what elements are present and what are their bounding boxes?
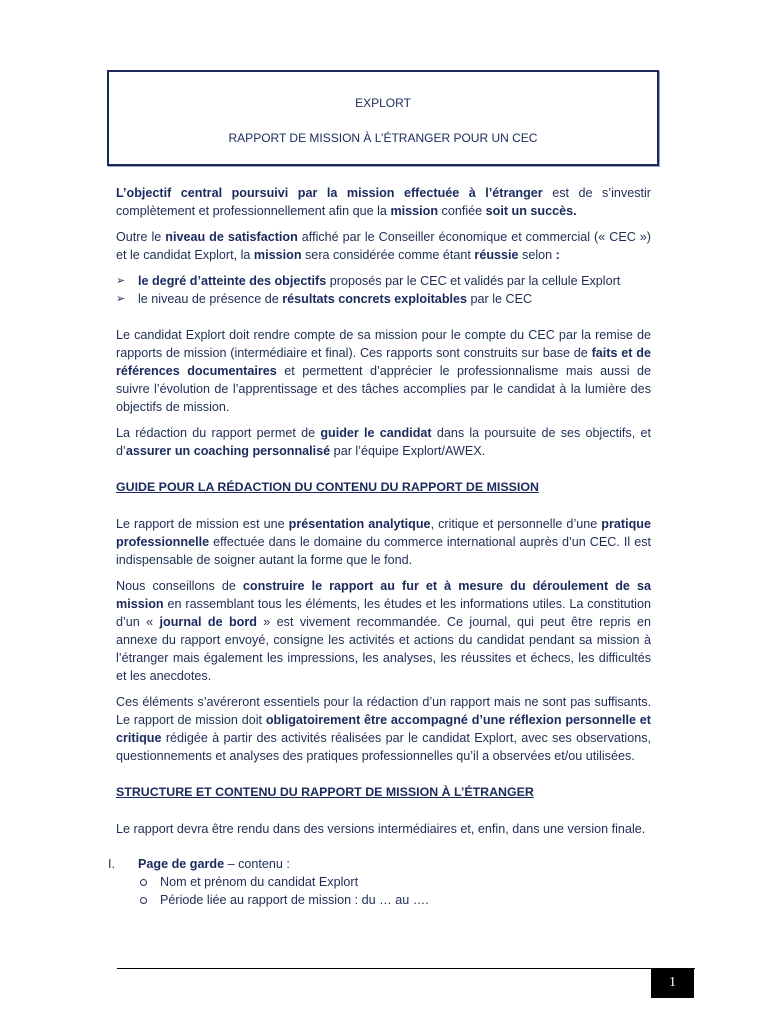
text: Le candidat Explort doit rendre compte de sa mission pour le compte du CEC par la remise de rapports de mission (intermédiaire et final). Ces rapports sont construits sur base de bbox=[116, 328, 651, 360]
text: sera considérée comme étant bbox=[301, 248, 475, 262]
bold-text: construire le rapport au fur et à mesure du déroulement de sa mission bbox=[116, 579, 651, 611]
bold-text: soit un succès. bbox=[485, 204, 577, 218]
guide-paragraph-3 bbox=[116, 693, 651, 765]
text: affiché par le Conseiller économique et commercial (« CEC ») et le candidat Explort, la bbox=[116, 230, 651, 262]
text: Nous conseillons de bbox=[116, 579, 243, 593]
sub-list-item bbox=[138, 891, 651, 909]
text: proposés par le CEC et validés par la cellule Explort bbox=[326, 274, 621, 288]
text: le niveau de présence de bbox=[138, 292, 283, 306]
text: rédigée à partir des activités réalisées par le candidat Explort, avec ses observations, questionnements et analyses des pratiques professionnelles qu’il a observées et/ou utilisées. bbox=[116, 731, 651, 763]
bold-text: réussie bbox=[474, 248, 519, 262]
sub-list-item bbox=[138, 873, 651, 891]
title-box bbox=[107, 70, 659, 166]
section-heading-structure: STRUCTURE ET CONTENU DU RAPPORT DE MISSION À L’ÉTRANGER bbox=[116, 785, 534, 799]
roman-numeral: I. bbox=[108, 857, 115, 871]
text: Outre le bbox=[116, 230, 166, 244]
text: , critique et personnelle d’une bbox=[430, 517, 602, 531]
text: confiée bbox=[438, 204, 486, 218]
program-title: EXPLORT bbox=[355, 96, 411, 110]
bold-text: L’objectif central poursuivi par la mission effectuée à l’étranger bbox=[116, 186, 543, 200]
intro-paragraph-4 bbox=[116, 424, 651, 460]
text: » est vivement recommandée. Ce journal, qui peut être repris en annexe du rapport envoyé, consigne les activités et actions du candidat pendant sa mission à l’étranger mais également les impressions, les analyses, les réussites et échecs, les difficultés et les anecdotes. bbox=[116, 615, 652, 683]
text: et permettent d’apprécier le professionnalisme mais aussi de suivre l’évolution de l’apprentissage et des tâches accomplies par le candidat à la lumière des objectifs de mission. bbox=[116, 364, 651, 414]
circle-bullet-icon bbox=[140, 879, 147, 886]
bold-text: mission bbox=[390, 204, 439, 218]
bold-text: journal de bord bbox=[159, 615, 257, 629]
sub-list bbox=[116, 873, 651, 909]
criteria-list bbox=[116, 272, 651, 308]
structure-paragraph-1: Le rapport devra être rendu dans des versions intermédiaires et, enfin, dans une version finale. bbox=[116, 822, 646, 836]
footer-rule bbox=[117, 968, 695, 969]
guide-paragraph-2 bbox=[116, 577, 651, 685]
guide-paragraph-1 bbox=[116, 515, 651, 569]
bold-text: obligatoirement être accompagné d’une réflexion personnelle et critique bbox=[116, 713, 651, 745]
intro-paragraph-3 bbox=[116, 326, 651, 416]
bold-text: faits bbox=[591, 346, 618, 360]
document-title: RAPPORT DE MISSION À L’ÉTRANGER POUR UN CEC bbox=[228, 131, 538, 145]
section-heading-guide: GUIDE POUR LA RÉDACTION DU CONTENU DU RAPPORT DE MISSION bbox=[116, 480, 539, 494]
text: La rédaction du rapport permet de bbox=[116, 426, 321, 440]
text: – contenu : bbox=[224, 857, 290, 871]
intro-paragraph-1 bbox=[116, 184, 651, 220]
arrow-bullet-icon: ➢ bbox=[116, 293, 126, 305]
text: Le rapport de mission est une bbox=[116, 517, 289, 531]
text: effectuée dans le domaine du commerce international auprès d’un CEC. Il est indispensable de soigner autant la forme que le fond. bbox=[116, 535, 651, 567]
bold-text: Page de garde bbox=[138, 857, 225, 871]
text: par l’équipe Explort/AWEX. bbox=[330, 444, 486, 458]
text: Ces éléments s’avéreront essentiels pour la rédaction d’un rapport mais ne sont pas suffisants. Le rapport de mission doit bbox=[116, 695, 651, 727]
bold-text: : bbox=[555, 248, 560, 262]
bold-text: guider le candidat bbox=[320, 426, 432, 440]
text: est de s’investir complètement et professionnellement afin que la bbox=[116, 186, 651, 218]
list-item bbox=[116, 272, 651, 290]
text: dans la poursuite de ses objectifs, et d’ bbox=[116, 426, 651, 458]
intro-paragraph-2 bbox=[116, 228, 651, 264]
text: Période liée au rapport de mission : du … au …. bbox=[160, 893, 429, 907]
bold-text: mission bbox=[253, 248, 302, 262]
text: selon bbox=[518, 248, 556, 262]
page-number: 1 bbox=[651, 968, 694, 998]
bold-text: le degré d’atteinte des objectifs bbox=[138, 274, 327, 288]
list-item bbox=[116, 290, 651, 308]
bold-text: niveau de satisfaction bbox=[165, 230, 298, 244]
bold-text: présentation analytique bbox=[288, 517, 431, 531]
arrow-bullet-icon: ➢ bbox=[116, 275, 126, 287]
document-body bbox=[108, 184, 652, 909]
bold-text: pratique professionnelle bbox=[116, 517, 651, 549]
item-heading bbox=[116, 855, 651, 873]
bold-text: assurer un coaching personnalisé bbox=[125, 444, 331, 458]
bold-text: et de références documentaires bbox=[116, 346, 651, 378]
text: par le CEC bbox=[467, 292, 533, 306]
text: en rassemblant tous les éléments, les études et les informations utiles. La constitution d’un « bbox=[116, 597, 651, 629]
text: Nom et prénom du candidat Explort bbox=[160, 875, 359, 889]
circle-bullet-icon bbox=[140, 897, 147, 904]
structure-item-cover-page bbox=[108, 855, 651, 909]
bold-text: résultats concrets exploitables bbox=[282, 292, 468, 306]
